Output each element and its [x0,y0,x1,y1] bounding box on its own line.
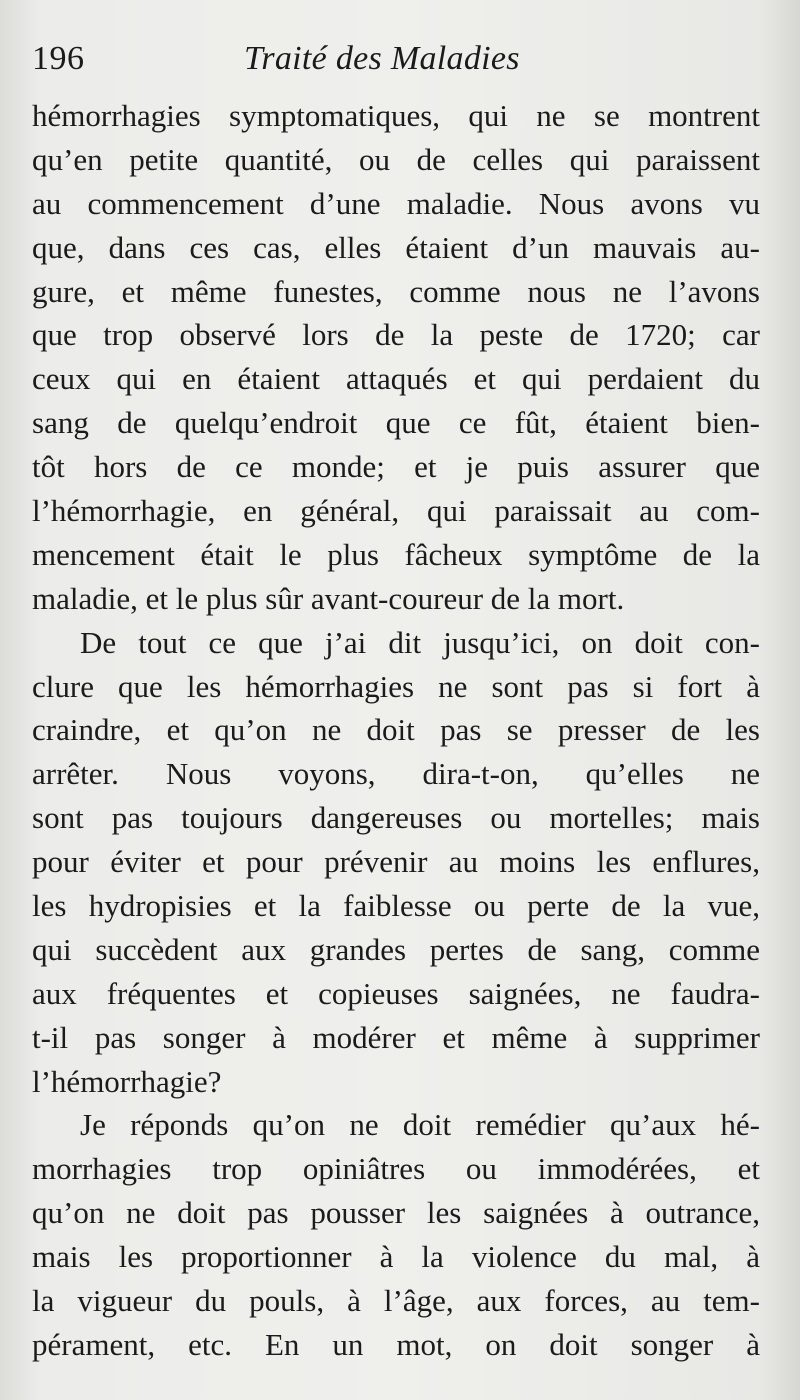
page-number: 196 [32,40,85,77]
text-line: qui succèdent aux grandes pertes de sang, comme [32,931,760,967]
running-title: Traité des Maladies [244,40,520,77]
text-line: l’hémorrhagie, en général, qui paraissait au com- [32,493,760,529]
text-line: hémorrhagies symptomatiques, qui ne se montrent [32,98,760,133]
text-line: arrêter. Nous voyons, dira-t-on, qu’elles ne [32,756,760,792]
text-line: t-il pas songer à modérer et même à supprimer [32,1019,760,1055]
text-line: clure que les hémorrhagies ne sont pas si fort à [32,668,760,704]
text-line: pérament, etc. En un mot, on doit songer à [32,1326,760,1362]
text-line: sont pas toujours dangereuses ou mortelles; mais [32,800,760,836]
text-line: sang de quelqu’endroit que ce fût, étaient bien- [32,405,760,441]
text-line: qu’on ne doit pas pousser les saignées à outrance, [32,1195,760,1231]
text-line: maladie, et le plus sûr avant-coureur de la mort. [32,580,625,616]
text-line: que, dans ces cas, elles étaient d’un mauvais au- [32,229,760,265]
text-line: pour éviter et pour prévenir au moins les enflures, [32,844,760,880]
text-line: craindre, et qu’on ne doit pas se presser de les [32,712,760,748]
text-line: mencement était le plus fâcheux symptôme de la [32,536,760,572]
text-line: que trop observé lors de la peste de 1720; car [32,317,760,353]
text-line: morrhagies trop opiniâtres ou immodérées, et [32,1151,760,1187]
text-line: aux fréquentes et copieuses saignées, ne faudra- [32,975,760,1011]
text-line: au commencement d’une maladie. Nous avons vu [32,185,760,221]
text-line: les hydropisies et la faiblesse ou perte de la vue, [32,888,760,924]
body-text [32,94,760,1367]
text-line: la vigueur du pouls, à l’âge, aux forces, au tem- [32,1283,760,1319]
text-line: qu’en petite quantité, ou de celles qui paraissent [32,141,760,177]
text-line: tôt hors de ce monde; et je puis assurer que [32,449,760,485]
text-line: ceux qui en étaient attaqués et qui perdaient du [32,361,760,397]
page-header [32,40,760,90]
text-line: Je réponds qu’on ne doit remédier qu’aux hé- [80,1107,760,1143]
text-line: l’hémorrhagie? [32,1063,222,1099]
text-line: mais les proportionner à la violence du mal, à [32,1239,760,1275]
text-line: gure, et même funestes, comme nous ne l’avons [32,273,760,309]
text-line: De tout ce que j’ai dit jusqu’ici, on doit con- [80,624,760,660]
